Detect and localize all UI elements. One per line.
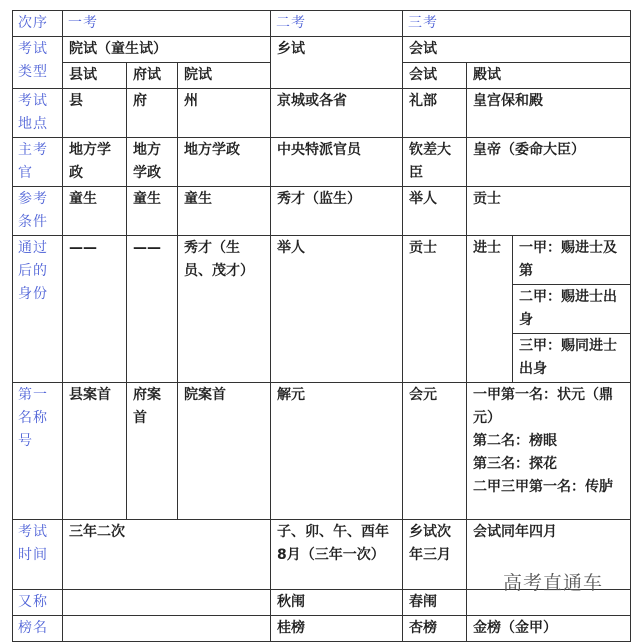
cell: 皇宫保和殿 [467, 89, 631, 138]
cell: 地方学政 [178, 138, 271, 187]
row-label: 通过后的身份 [13, 236, 63, 383]
row-label: 考试时间 [13, 520, 63, 590]
cell: 秀才（生员、茂才） [178, 236, 271, 383]
cell: 地方学政 [63, 138, 127, 187]
row-label: 第一名称号 [13, 383, 63, 520]
cell: 秀才（监生） [271, 187, 403, 236]
row-label: 又称 [13, 590, 63, 616]
cell: —— [63, 236, 127, 383]
col-exam3: 三考 [403, 11, 631, 37]
cell: 贡士 [403, 236, 467, 383]
cell: 县试 [63, 63, 127, 89]
cell: 会元 [403, 383, 467, 520]
cell: 皇帝（委命大臣） [467, 138, 631, 187]
cell: 州 [178, 89, 271, 138]
cell: 乡试次年三月 [403, 520, 467, 590]
cell: 举人 [403, 187, 467, 236]
cell: 秋闱 [271, 590, 403, 616]
cell: 会试同年四月 [467, 520, 631, 590]
col-exam2: 二考 [271, 11, 403, 37]
row-label: 主考官 [13, 138, 63, 187]
cell: 杏榜 [403, 616, 467, 642]
cell: 举人 [271, 236, 403, 383]
cell: 会试 [403, 63, 467, 89]
cell: 礼部 [403, 89, 467, 138]
cell: 童生 [63, 187, 127, 236]
row-list-name [13, 616, 631, 642]
cell: 解元 [271, 383, 403, 520]
cell: 县 [63, 89, 127, 138]
row-type [13, 37, 631, 63]
row-label: 考试类型 [13, 37, 63, 89]
cell: 二甲：赐进士出身 [513, 285, 631, 334]
row-eligibility [13, 187, 631, 236]
cell: 一甲第一名：状元（鼎元） 第二名：榜眼 第三名：探花 二甲三甲第一名：传胪 [467, 383, 631, 520]
cell: 进士 [467, 236, 513, 383]
cell: 院试 [178, 63, 271, 89]
imperial-exam-table [12, 10, 631, 642]
row-place [13, 89, 631, 138]
col-exam1: 一考 [63, 11, 271, 37]
watermark: 高考直通车 [503, 572, 604, 594]
cell: 地方学政 [127, 138, 178, 187]
cell: 院试（童生试） [63, 37, 271, 63]
row-first-title [13, 383, 631, 520]
cell: 钦差大臣 [403, 138, 467, 187]
cell: 金榜（金甲） [467, 616, 631, 642]
row-status [13, 236, 631, 285]
cell: 桂榜 [271, 616, 403, 642]
cell: 府 [127, 89, 178, 138]
cell: 会试 [403, 37, 631, 63]
cell: 殿试 [467, 63, 631, 89]
row-order [13, 11, 631, 37]
cell: 童生 [127, 187, 178, 236]
cell: 府案首 [127, 383, 178, 520]
cell: 县案首 [63, 383, 127, 520]
cell [63, 590, 271, 616]
cell: 京城或各省 [271, 89, 403, 138]
row-label: 参考条件 [13, 187, 63, 236]
row-examiner [13, 138, 631, 187]
cell: 三年二次 [63, 520, 271, 590]
cell: 童生 [178, 187, 271, 236]
cell: 子、卯、午、酉年8月（三年一次） [271, 520, 403, 590]
cell: 府试 [127, 63, 178, 89]
row-label: 次序 [13, 11, 63, 37]
cell: 春闱 [403, 590, 467, 616]
cell: 中央特派官员 [271, 138, 403, 187]
cell: 贡士 [467, 187, 631, 236]
cell: —— [127, 236, 178, 383]
cell: 院案首 [178, 383, 271, 520]
row-label: 考试地点 [13, 89, 63, 138]
cell: 一甲：赐进士及第 [513, 236, 631, 285]
row-label: 榜名 [13, 616, 63, 642]
cell [63, 616, 271, 642]
cell: 乡试 [271, 37, 403, 89]
cell: 三甲：赐同进士出身 [513, 334, 631, 383]
